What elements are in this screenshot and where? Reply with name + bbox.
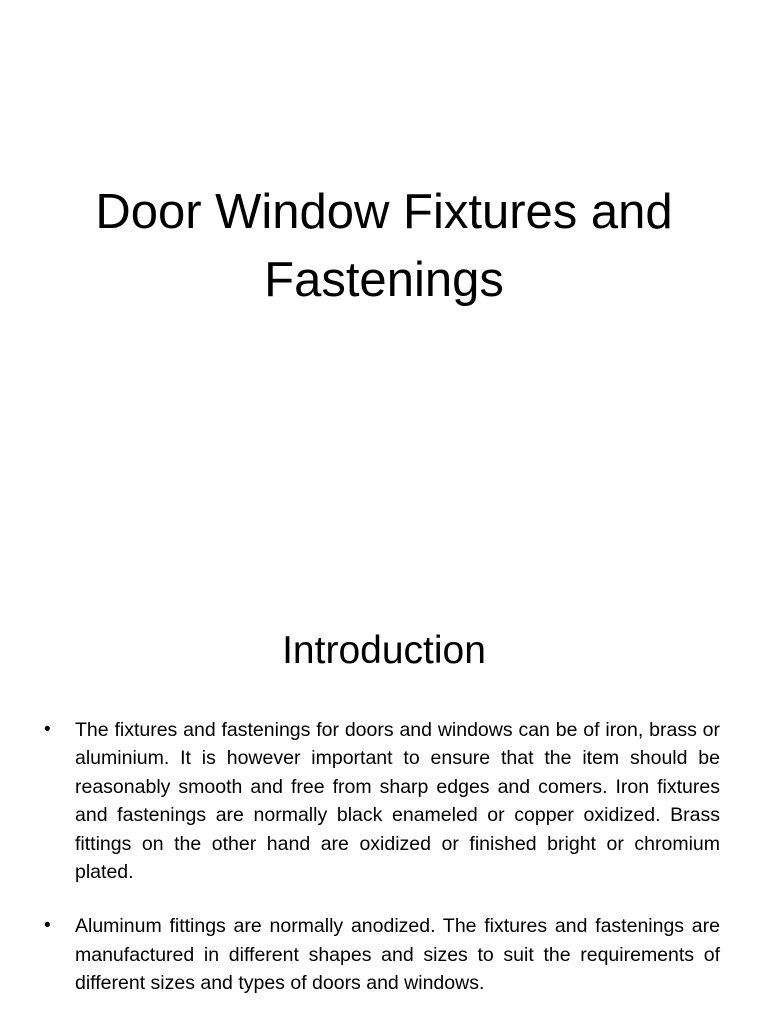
presentation-title: Door Window Fixtures and Fastenings — [95, 185, 673, 307]
introduction-bullet-list — [44, 716, 720, 1024]
bullet-item-2 — [44, 912, 720, 997]
bullet-item-1 — [44, 716, 720, 886]
introduction-heading: Introduction — [282, 629, 486, 672]
bullet-point-icon: • — [44, 915, 51, 937]
bullet-point-icon: • — [44, 719, 51, 740]
bullet-text-1: The fixtures and fastenings for doors and windows can be of iron, brass or aluminium. It is however important to ensure that the item should be reasonably smooth and free from sharp edges and comers. Iron fixtures and fastenings are normally black enameled or copper oxidized. Brass fittings on the other hand are oxidized or finished bright or chromium plated. — [75, 719, 720, 884]
introduction-slide — [0, 576, 768, 1024]
bullet-text-2: Aluminum fittings are normally anodized. The fixtures and fastenings are manufactured in different shapes and sizes to suit the requirements of different sizes and types of doors and windows. — [75, 915, 720, 995]
